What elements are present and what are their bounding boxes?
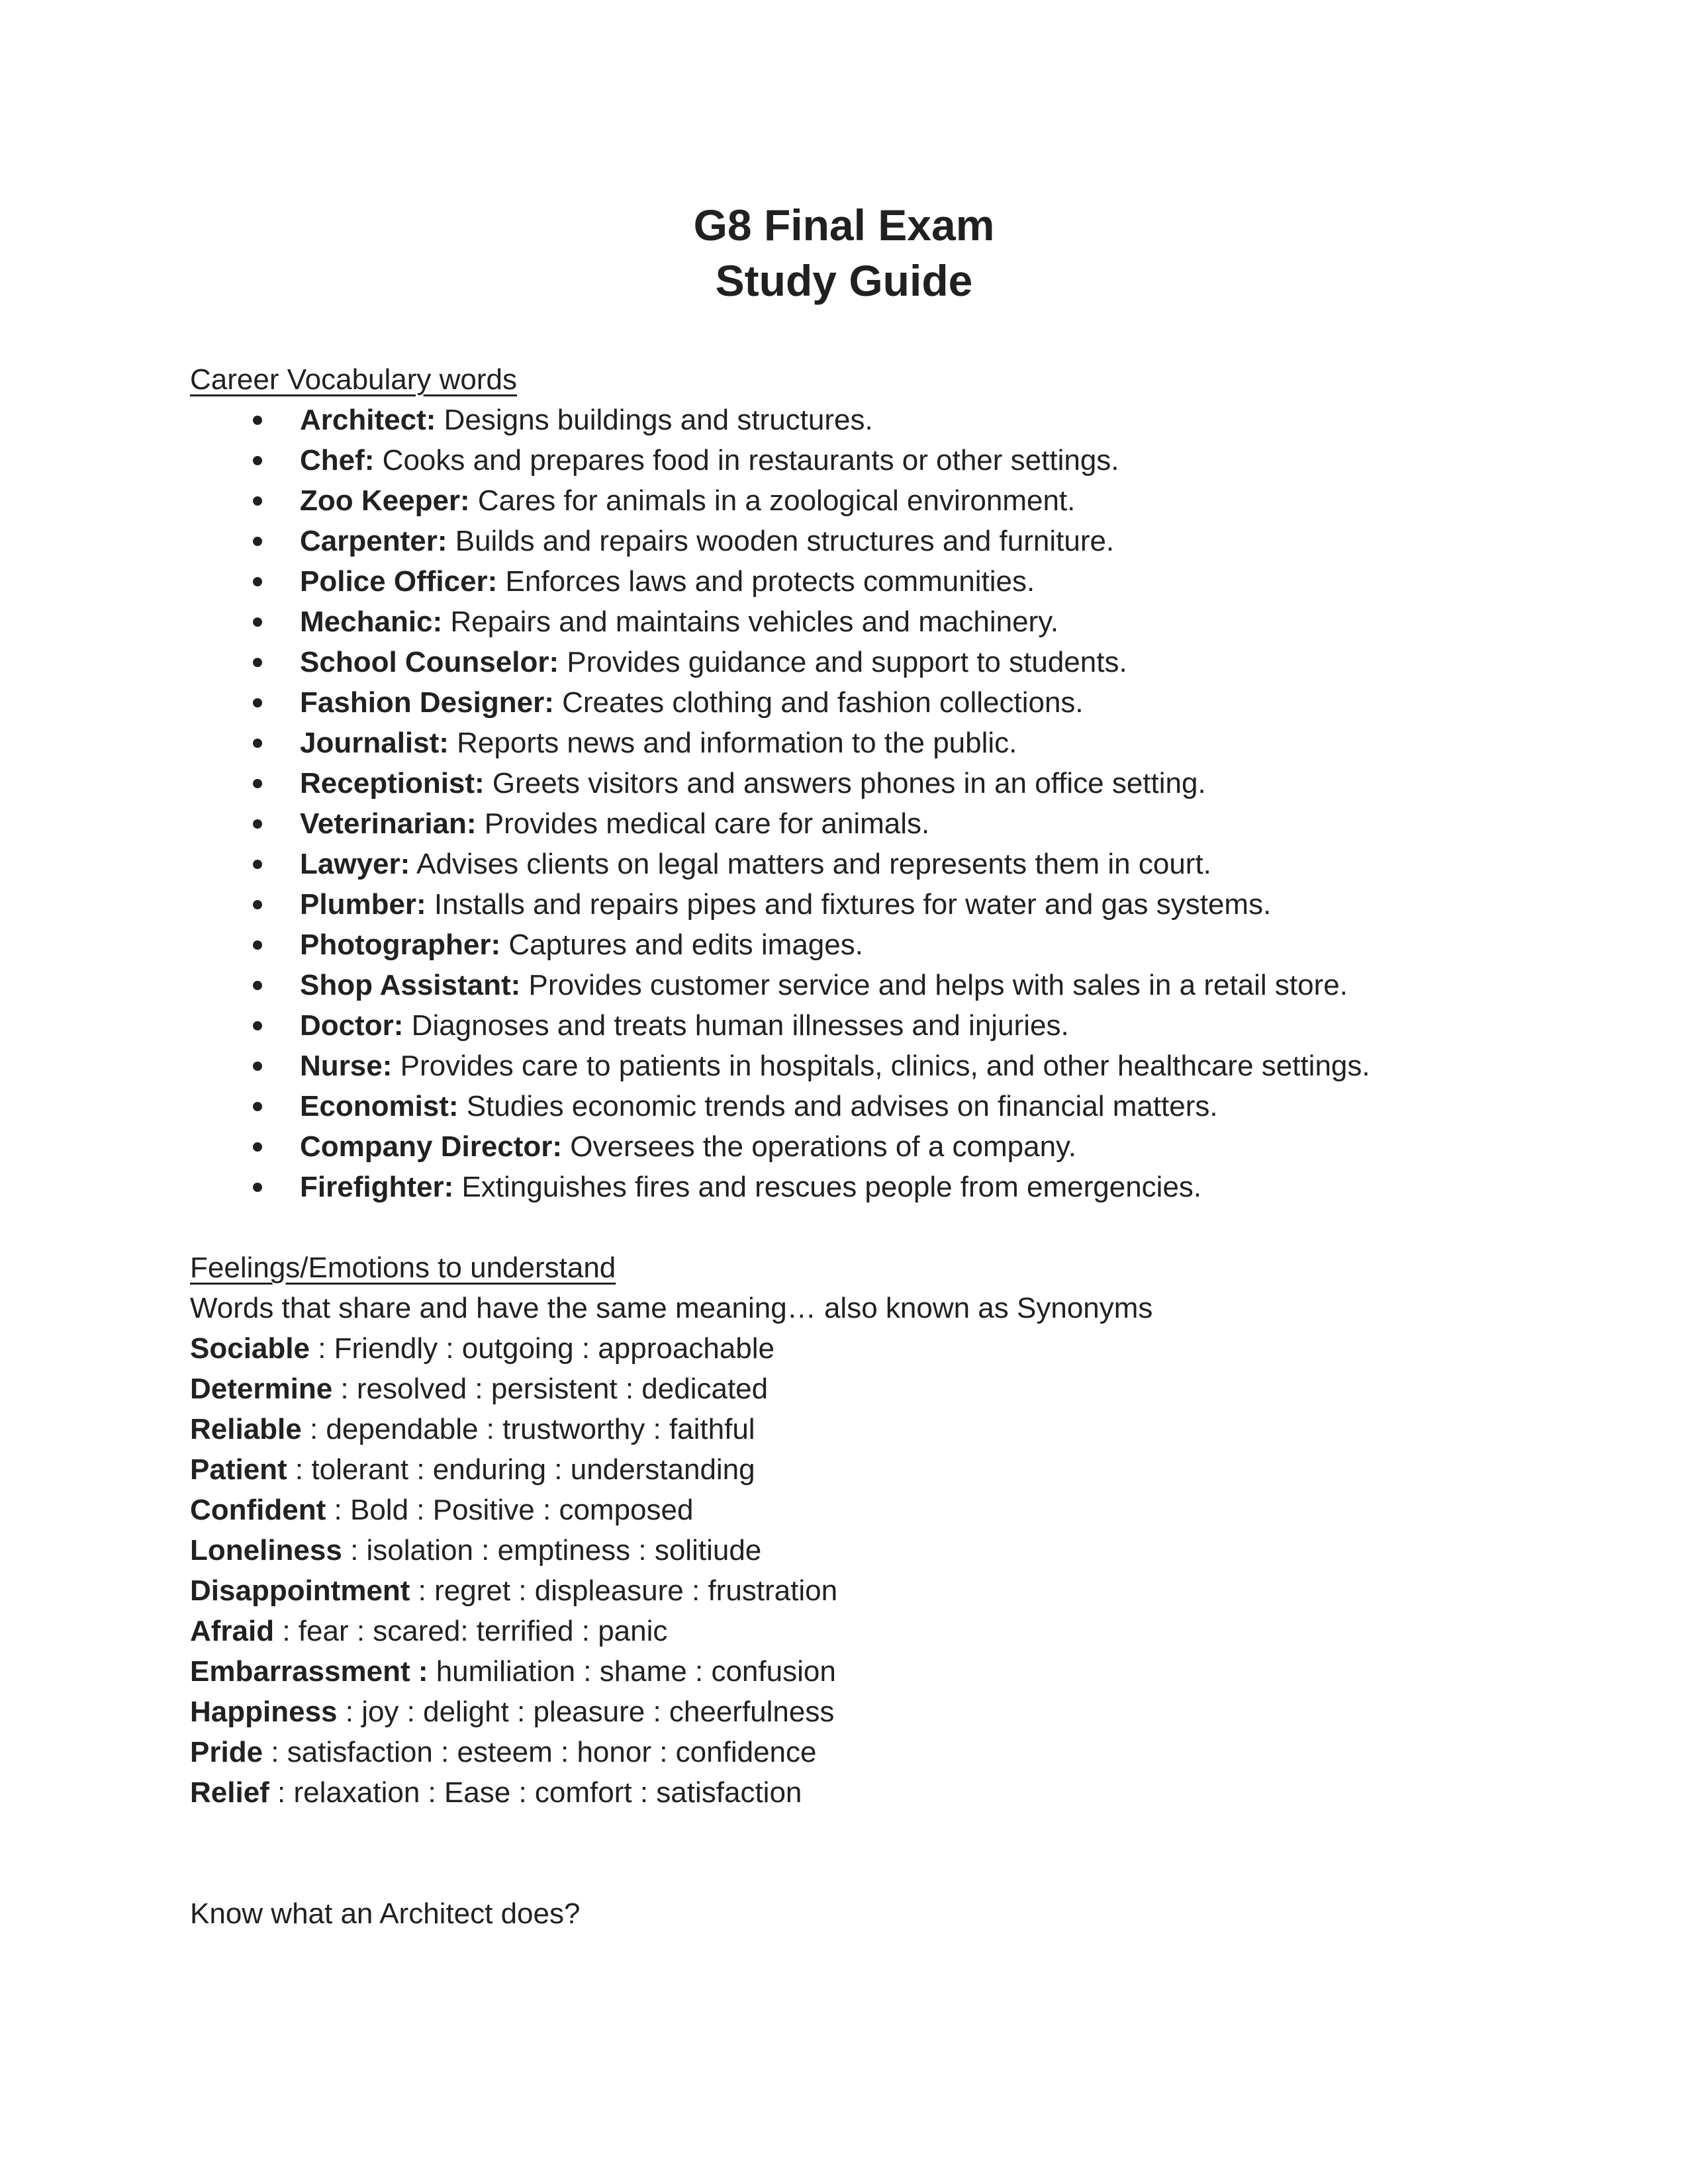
career-item [190, 1046, 1498, 1086]
synonym-term: Sociable [190, 1332, 310, 1365]
synonym-term: Reliable [190, 1413, 302, 1445]
bullet-icon [253, 1142, 262, 1152]
career-item [190, 1005, 1498, 1046]
career-item [190, 561, 1498, 602]
feelings-section-heading: Feelings/Emotions to understand [190, 1251, 616, 1284]
career-desc: Cooks and prepares food in restaurants or other settings. [374, 444, 1119, 477]
career-item [190, 480, 1498, 521]
career-item [190, 1126, 1498, 1167]
synonym-term: Happiness [190, 1696, 338, 1728]
career-term: Carpenter: [300, 525, 447, 557]
career-term: Mechanic: [300, 606, 443, 638]
synonym-words: : tolerant : enduring : understanding [287, 1453, 755, 1486]
bullet-icon [253, 1021, 262, 1030]
career-term: Fashion Designer: [300, 686, 554, 719]
synonym-line [190, 1570, 1498, 1611]
career-term: Company Director: [300, 1130, 563, 1163]
career-item [190, 642, 1498, 682]
bullet-icon [253, 537, 262, 546]
career-desc: Studies economic trends and advises on financial matters. [458, 1090, 1218, 1122]
bullet-icon [253, 779, 262, 788]
career-item [190, 602, 1498, 642]
career-desc: Designs buildings and structures. [436, 404, 873, 436]
career-item [190, 1167, 1498, 1207]
synonym-words: : dependable : trustworthy : faithful [301, 1413, 755, 1445]
career-term: Firefighter: [300, 1171, 454, 1203]
bullet-icon [253, 1183, 262, 1192]
synonym-term: Loneliness [190, 1534, 342, 1567]
title-line-2: Study Guide [715, 256, 973, 305]
synonym-line [190, 1490, 1498, 1530]
career-item [190, 803, 1498, 844]
synonyms-list [190, 1328, 1498, 1813]
synonym-term: Afraid [190, 1615, 275, 1647]
career-term: Zoo Keeper: [300, 484, 470, 517]
synonym-line [190, 1611, 1498, 1651]
synonym-words: : satisfaction : esteem : honor : confidence [263, 1736, 817, 1768]
bullet-icon [253, 416, 262, 425]
career-desc: Provides customer service and helps with sales in a retail store. [520, 969, 1348, 1001]
career-desc: Advises clients on legal matters and represents them in court. [410, 848, 1211, 880]
bullet-icon [253, 698, 262, 707]
career-item [190, 723, 1498, 763]
career-term: Chef: [300, 444, 375, 477]
career-term: School Counselor: [300, 646, 559, 678]
bullet-icon [253, 739, 262, 748]
career-item [190, 763, 1498, 803]
career-term: Nurse: [300, 1050, 393, 1082]
synonyms-intro: Words that share and have the same meaning… also known as Synonyms [190, 1292, 1153, 1324]
career-item [190, 1086, 1498, 1126]
career-term: Plumber: [300, 888, 426, 921]
bullet-icon [253, 617, 262, 627]
synonym-line [190, 1772, 1498, 1813]
bullet-icon [253, 981, 262, 990]
career-desc: Captures and edits images. [500, 929, 863, 961]
synonym-words: : relaxation : Ease : comfort : satisfaction [269, 1776, 802, 1809]
synonym-term: Disappointment [190, 1574, 410, 1607]
synonym-words: : Bold : Positive : composed [326, 1494, 694, 1526]
career-item [190, 925, 1498, 965]
career-term: Lawyer: [300, 848, 410, 880]
career-term: Architect: [300, 404, 436, 436]
synonym-line [190, 1328, 1498, 1369]
synonym-term: Confident [190, 1494, 326, 1526]
career-desc: Enforces laws and protects communities. [497, 565, 1035, 598]
career-desc: Cares for animals in a zoological environment. [469, 484, 1076, 517]
synonym-words: : fear : scared: terrified : panic [274, 1615, 668, 1647]
synonym-term: Patient [190, 1453, 287, 1486]
synonym-line [190, 1449, 1498, 1490]
career-term: Police Officer: [300, 565, 498, 598]
synonym-line [190, 1692, 1498, 1732]
bullet-icon [253, 819, 262, 829]
career-item [190, 400, 1498, 440]
footer-question: Know what an Architect does? [190, 1897, 581, 1930]
career-term: Economist: [300, 1090, 459, 1122]
synonym-words: : resolved : persistent : dedicated [332, 1373, 769, 1405]
career-desc: Extinguishes fires and rescues people from emergencies. [453, 1171, 1202, 1203]
bullet-icon [253, 900, 262, 909]
synonym-term: Embarrassment : [190, 1655, 428, 1688]
career-item [190, 965, 1498, 1005]
career-term: Photographer: [300, 929, 501, 961]
career-desc: Provides care to patients in hospitals, clinics, and other healthcare settings. [392, 1050, 1370, 1082]
bullet-icon [253, 456, 262, 465]
career-item [190, 682, 1498, 723]
synonym-line [190, 1409, 1498, 1449]
synonym-words: : isolation : emptiness : solitiude [342, 1534, 762, 1567]
career-term: Receptionist: [300, 767, 485, 799]
career-desc: Diagnoses and treats human illnesses and injuries. [403, 1009, 1069, 1042]
title-line-1: G8 Final Exam [693, 201, 995, 250]
career-item [190, 844, 1498, 884]
bullet-icon [253, 1062, 262, 1071]
career-desc: Repairs and maintains vehicles and machinery. [442, 606, 1059, 638]
bullet-icon [253, 940, 262, 950]
synonym-words: humiliation : shame : confusion [428, 1655, 836, 1688]
synonym-line [190, 1530, 1498, 1570]
career-term: Veterinarian: [300, 807, 477, 840]
career-term: Shop Assistant: [300, 969, 521, 1001]
bullet-icon [253, 577, 262, 586]
document-title [190, 197, 1498, 308]
career-desc: Provides medical care for animals. [476, 807, 930, 840]
synonym-line [190, 1732, 1498, 1772]
bullet-icon [253, 1102, 262, 1111]
career-desc: Greets visitors and answers phones in an office setting. [484, 767, 1206, 799]
career-vocab-list [190, 400, 1498, 1207]
synonym-term: Pride [190, 1736, 263, 1768]
synonym-words: : regret : displeasure : frustration [410, 1574, 838, 1607]
synonym-term: Relief [190, 1776, 269, 1809]
synonym-words: : Friendly : outgoing : approachable [309, 1332, 774, 1365]
synonym-term: Determine [190, 1373, 333, 1405]
career-desc: Provides guidance and support to students. [559, 646, 1127, 678]
career-item [190, 440, 1498, 480]
career-desc: Oversees the operations of a company. [562, 1130, 1077, 1163]
career-desc: Installs and repairs pipes and fixtures for water and gas systems. [426, 888, 1272, 921]
synonym-words: : joy : delight : pleasure : cheerfulness [337, 1696, 835, 1728]
career-term: Journalist: [300, 727, 449, 759]
career-section-heading: Career Vocabulary words [190, 363, 518, 396]
career-desc: Builds and repairs wooden structures and furniture. [447, 525, 1115, 557]
career-term: Doctor: [300, 1009, 404, 1042]
career-desc: Creates clothing and fashion collections. [553, 686, 1084, 719]
career-desc: Reports news and information to the public. [448, 727, 1017, 759]
career-item [190, 521, 1498, 561]
career-item [190, 884, 1498, 925]
bullet-icon [253, 496, 262, 506]
synonym-line [190, 1651, 1498, 1692]
synonym-line [190, 1369, 1498, 1409]
bullet-icon [253, 860, 262, 869]
bullet-icon [253, 658, 262, 667]
